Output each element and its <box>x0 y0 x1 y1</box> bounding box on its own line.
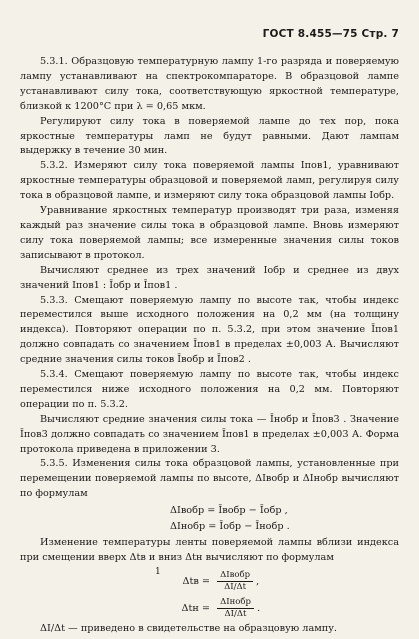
paragraph-final: ΔI/Δt — приведено в свидетельстве на образцовую лампу. <box>40 623 337 634</box>
paragraph-5-3-3: 5.3.3. Смещают поверяемую лампу по высоте так, чтобы индекс переместился выше исходного положения на 0,2 мм (на толщину индекса). Повторяют операции по п. 5.3.2, при этом значение Īпов1 должно совпадать со значением Īпов1 в пределах ±0,003 А. Вычисляют средние значения силы токов Īвобр и Īпов2 . <box>20 294 399 366</box>
dt-lower-denominator: ΔI/Δt <box>224 609 247 619</box>
paragraph-5-3-2: 5.3.2. Измеряют силу тока поверяемой лампы Iпов1, уравнивают яркостные температуры образцовой и поверяемой ламп, регулируя силу тока в образцовой лампе, и измеряют силу тока образцовой лампы Iобр. <box>20 160 399 202</box>
stray-mark: 1 <box>155 567 161 577</box>
dt-upper-fraction <box>217 570 253 593</box>
paragraph-equalize: Уравнивание яркостных температур производят три раза, изменяя каждый раз значение силы тока в образцовой лампе. Вновь измеряют силу тока поверяемой лампы; все измеренные значения силы токов записывают в протокол. <box>20 205 399 261</box>
dt-lower-fraction <box>217 597 254 620</box>
dt-upper-denominator: ΔI/Δt <box>224 582 247 592</box>
paragraph-lower-averages: Вычисляют средние значения силы тока — Īнобр и Īпов3 . Значение Īпов3 должно совпадать со значением Īпов1 в пределах ±0,003 А. Форма протокола приведена в приложении 3. <box>20 413 399 455</box>
paragraph-5-3-1: 5.3.1. Образцовую температурную лампу 1-го разряда и поверяемую лампу устанавливают на спектрокомпараторе. В образцовой лампе устанавливают силу тока, соответствующую яркостной температуре, близкой к 1200°С при λ = 0,65 мкм. <box>20 56 399 112</box>
dt-upper-tail: , <box>256 576 260 587</box>
formula-dt-lower <box>170 597 399 620</box>
paragraph-averages: Вычисляют среднее из трех значений Iобр и среднее из двух значений Iпов1 : Īобр и Īпов1 . <box>20 264 399 291</box>
paragraph-regulate: Регулируют силу тока в поверяемой лампе до тех пор, пока яркостные температуры ламп не будут равными. Дают лампам выдержку в течение 30 мин. <box>20 115 399 157</box>
page-header: ГОСТ 8.455—75 Стр. 7 <box>262 28 399 40</box>
paragraph-5-3-5: 5.3.5. Изменения силы тока образцовой лампы, установленные при перемещении поверяемой лампы по высоте, ΔIвобр и ΔIнобр вычисляют по формулам <box>20 458 399 500</box>
formula-delta-lower: ΔIнобр = Īобр − Īнобр . <box>170 521 290 533</box>
dt-upper-label: Δtв = <box>182 576 210 587</box>
dt-lower-numerator: ΔIнобр <box>217 597 254 609</box>
formula-dt-upper <box>170 570 399 593</box>
dt-lower-label: Δtн = <box>181 603 210 614</box>
paragraph-5-3-4: 5.3.4. Смещают поверяемую лампу по высоте так, чтобы индекс переместился ниже исходного положения на 0,2 мм. Повторяют операции по п. 5.3.2. <box>20 369 399 410</box>
dt-lower-tail: . <box>257 603 261 614</box>
dt-upper-numerator: ΔIвобр <box>217 570 253 582</box>
paragraph-temperature-change: Изменение температуры ленты поверяемой лампы вблизи индекса при смещении вверх Δtв и вниз Δtн вычисляют по формулам <box>20 537 399 564</box>
document-body <box>20 55 399 637</box>
formula-delta-upper: ΔIвобр = Īвобр − Īобр , <box>170 505 288 517</box>
